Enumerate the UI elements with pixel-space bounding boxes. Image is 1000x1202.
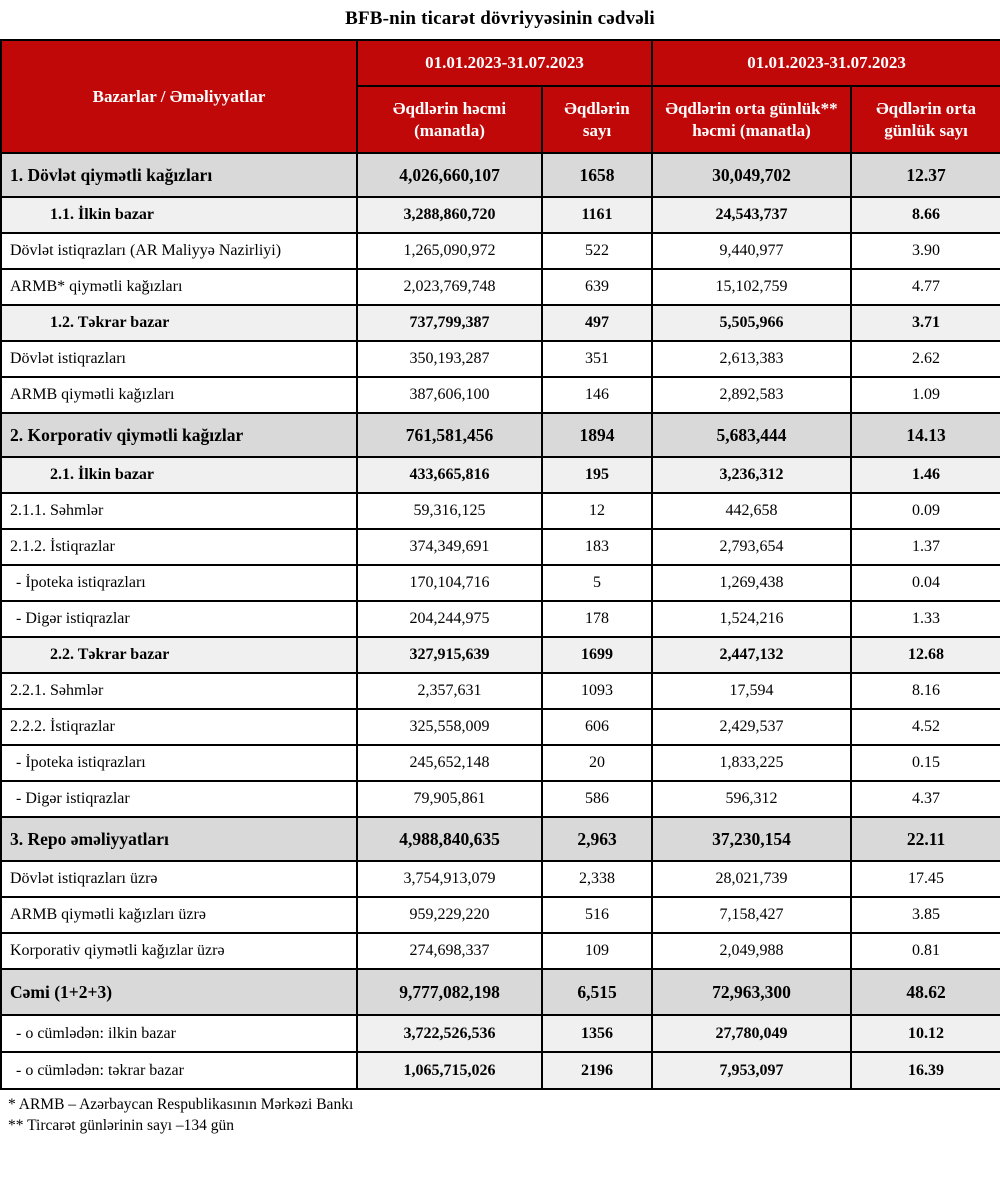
table-body	[1, 153, 1000, 1089]
table-row	[1, 305, 1000, 341]
row-value: 79,905,861	[357, 781, 542, 817]
row-value: 178	[542, 601, 652, 637]
row-value: 9,440,977	[652, 233, 851, 269]
row-value: 4.77	[851, 269, 1000, 305]
table-row	[1, 897, 1000, 933]
row-value: 606	[542, 709, 652, 745]
row-value: 170,104,716	[357, 565, 542, 601]
footnote-armb: * ARMB – Azərbaycan Respublikasının Mərkəzi Bankı	[8, 1096, 354, 1113]
period-header-right: 01.01.2023-31.07.2023	[652, 40, 1000, 86]
row-value: 17,594	[652, 673, 851, 709]
row-value: 1,833,225	[652, 745, 851, 781]
table-row	[1, 269, 1000, 305]
row-label: Dövlət istiqrazları	[1, 341, 357, 377]
row-value: 3,236,312	[652, 457, 851, 493]
row-value: 2,338	[542, 861, 652, 897]
table-row	[1, 637, 1000, 673]
row-value: 1161	[542, 197, 652, 233]
row-value: 274,698,337	[357, 933, 542, 969]
table-row	[1, 233, 1000, 269]
row-value: 204,244,975	[357, 601, 542, 637]
row-value: 10.12	[851, 1015, 1000, 1052]
row-value: 7,953,097	[652, 1052, 851, 1089]
row-value: 327,915,639	[357, 637, 542, 673]
row-value: 0.81	[851, 933, 1000, 969]
row-value: 72,963,300	[652, 969, 851, 1015]
row-label: 1. Dövlət qiymətli kağızları	[1, 153, 357, 197]
row-label: Cəmi (1+2+3)	[1, 969, 357, 1015]
row-label: ARMB qiymətli kağızları üzrə	[1, 897, 357, 933]
row-value: 3,754,913,079	[357, 861, 542, 897]
row-value: 5,505,966	[652, 305, 851, 341]
row-value: 4.52	[851, 709, 1000, 745]
row-value: 12.68	[851, 637, 1000, 673]
row-value: 27,780,049	[652, 1015, 851, 1052]
row-value: 3,722,526,536	[357, 1015, 542, 1052]
row-value: 22.11	[851, 817, 1000, 861]
table-row	[1, 781, 1000, 817]
row-value: 6,515	[542, 969, 652, 1015]
row-value: 1.46	[851, 457, 1000, 493]
row-label: Korporativ qiymətli kağızlar üzrə	[1, 933, 357, 969]
row-value: 195	[542, 457, 652, 493]
row-value: 442,658	[652, 493, 851, 529]
row-value: 4.37	[851, 781, 1000, 817]
header-period-row	[1, 40, 1000, 86]
row-value: 1,269,438	[652, 565, 851, 601]
table-row	[1, 861, 1000, 897]
row-label: 1.1. İlkin bazar	[1, 197, 357, 233]
row-value: 20	[542, 745, 652, 781]
table-row	[1, 457, 1000, 493]
row-value: 2,049,988	[652, 933, 851, 969]
row-value: 183	[542, 529, 652, 565]
page-title: BFB-nin ticarət dövriyyəsinin cədvəli	[345, 8, 655, 29]
column-header-volume: Əqdlərin həcmi (manatla)	[357, 86, 542, 153]
row-label: 2.2.2. İstiqrazlar	[1, 709, 357, 745]
table-row	[1, 933, 1000, 969]
row-value: 2,613,383	[652, 341, 851, 377]
row-value: 374,349,691	[357, 529, 542, 565]
row-value: 1.33	[851, 601, 1000, 637]
row-value: 497	[542, 305, 652, 341]
row-label: 2.2. Təkrar bazar	[1, 637, 357, 673]
table-row	[1, 377, 1000, 413]
row-label: - İpoteka istiqrazları	[1, 565, 357, 601]
row-label: 3. Repo əməliyyatları	[1, 817, 357, 861]
column-header-avg-daily-count: Əqdlərin orta günlük sayı	[851, 86, 1000, 153]
row-value: 3.85	[851, 897, 1000, 933]
row-label: 2.2.1. Səhmlər	[1, 673, 357, 709]
row-value: 586	[542, 781, 652, 817]
table-row	[1, 673, 1000, 709]
row-value: 2,357,631	[357, 673, 542, 709]
row-value: 1,065,715,026	[357, 1052, 542, 1089]
row-label: - o cümlədən: ilkin bazar	[1, 1015, 357, 1052]
row-value: 4,026,660,107	[357, 153, 542, 197]
row-value: 2,447,132	[652, 637, 851, 673]
row-label: - o cümlədən: təkrar bazar	[1, 1052, 357, 1089]
table-row	[1, 565, 1000, 601]
row-value: 1894	[542, 413, 652, 457]
row-label: 1.2. Təkrar bazar	[1, 305, 357, 341]
footnote-trading-days: ** Tircarət günlərinin sayı –134 gün	[8, 1116, 235, 1134]
table-row	[1, 969, 1000, 1015]
row-value: 1,524,216	[652, 601, 851, 637]
row-value: 0.09	[851, 493, 1000, 529]
table-row	[1, 153, 1000, 197]
row-value: 59,316,125	[357, 493, 542, 529]
row-value: 37,230,154	[652, 817, 851, 861]
row-value: 350,193,287	[357, 341, 542, 377]
table-row	[1, 493, 1000, 529]
row-value: 16.39	[851, 1052, 1000, 1089]
row-label: - Digər istiqrazlar	[1, 601, 357, 637]
row-value: 1658	[542, 153, 652, 197]
row-value: 12.37	[851, 153, 1000, 197]
row-value: 15,102,759	[652, 269, 851, 305]
row-value: 245,652,148	[357, 745, 542, 781]
table-row	[1, 1015, 1000, 1052]
row-value: 959,229,220	[357, 897, 542, 933]
row-label: 2. Korporativ qiymətli kağızlar	[1, 413, 357, 457]
table-row	[1, 817, 1000, 861]
row-value: 433,665,816	[357, 457, 542, 493]
table-row	[1, 1052, 1000, 1089]
row-value: 3.71	[851, 305, 1000, 341]
table-row	[1, 413, 1000, 457]
row-value: 1.09	[851, 377, 1000, 413]
row-value: 28,021,739	[652, 861, 851, 897]
table-row	[1, 197, 1000, 233]
row-value: 0.15	[851, 745, 1000, 781]
row-value: 0.04	[851, 565, 1000, 601]
row-value: 7,158,427	[652, 897, 851, 933]
row-value: 146	[542, 377, 652, 413]
row-label: ARMB* qiymətli kağızları	[1, 269, 357, 305]
row-value: 4,988,840,635	[357, 817, 542, 861]
row-value: 1093	[542, 673, 652, 709]
row-value: 14.13	[851, 413, 1000, 457]
row-label: - Digər istiqrazlar	[1, 781, 357, 817]
row-label: 2.1.1. Səhmlər	[1, 493, 357, 529]
row-label: ARMB qiymətli kağızları	[1, 377, 357, 413]
column-header-avg-daily-volume: Əqdlərin orta günlük** həcmi (manatla)	[652, 86, 851, 153]
row-value: 9,777,082,198	[357, 969, 542, 1015]
row-value: 1699	[542, 637, 652, 673]
row-value: 2.62	[851, 341, 1000, 377]
row-value: 30,049,702	[652, 153, 851, 197]
table-row	[1, 529, 1000, 565]
row-value: 2196	[542, 1052, 652, 1089]
row-value: 5,683,444	[652, 413, 851, 457]
turnover-table	[0, 39, 1000, 1090]
footnotes	[0, 1090, 1000, 1137]
row-label: Dövlət istiqrazları (AR Maliyyə Nazirliyi)	[1, 233, 357, 269]
table-header	[1, 40, 1000, 153]
row-value: 5	[542, 565, 652, 601]
row-value: 1.37	[851, 529, 1000, 565]
row-value: 8.66	[851, 197, 1000, 233]
row-value: 17.45	[851, 861, 1000, 897]
row-value: 351	[542, 341, 652, 377]
row-value: 8.16	[851, 673, 1000, 709]
table-row	[1, 601, 1000, 637]
row-value: 325,558,009	[357, 709, 542, 745]
row-label: 2.1. İlkin bazar	[1, 457, 357, 493]
row-value: 516	[542, 897, 652, 933]
row-value: 2,023,769,748	[357, 269, 542, 305]
row-value: 2,892,583	[652, 377, 851, 413]
row-value: 761,581,456	[357, 413, 542, 457]
row-value: 522	[542, 233, 652, 269]
row-value: 24,543,737	[652, 197, 851, 233]
row-value: 48.62	[851, 969, 1000, 1015]
corner-header-cell: Bazarlar / Əməliyyatlar	[1, 40, 357, 153]
row-value: 2,429,537	[652, 709, 851, 745]
row-value: 1356	[542, 1015, 652, 1052]
table-row	[1, 709, 1000, 745]
period-header-left: 01.01.2023-31.07.2023	[357, 40, 652, 86]
row-value: 596,312	[652, 781, 851, 817]
row-value: 2,793,654	[652, 529, 851, 565]
column-header-count: Əqdlərin sayı	[542, 86, 652, 153]
row-value: 12	[542, 493, 652, 529]
row-value: 3.90	[851, 233, 1000, 269]
row-value: 737,799,387	[357, 305, 542, 341]
row-value: 639	[542, 269, 652, 305]
row-value: 1,265,090,972	[357, 233, 542, 269]
row-label: Dövlət istiqrazları üzrə	[1, 861, 357, 897]
table-row	[1, 745, 1000, 781]
row-value: 109	[542, 933, 652, 969]
row-label: - İpoteka istiqrazları	[1, 745, 357, 781]
row-value: 2,963	[542, 817, 652, 861]
row-value: 387,606,100	[357, 377, 542, 413]
table-row	[1, 341, 1000, 377]
row-value: 3,288,860,720	[357, 197, 542, 233]
row-label: 2.1.2. İstiqrazlar	[1, 529, 357, 565]
